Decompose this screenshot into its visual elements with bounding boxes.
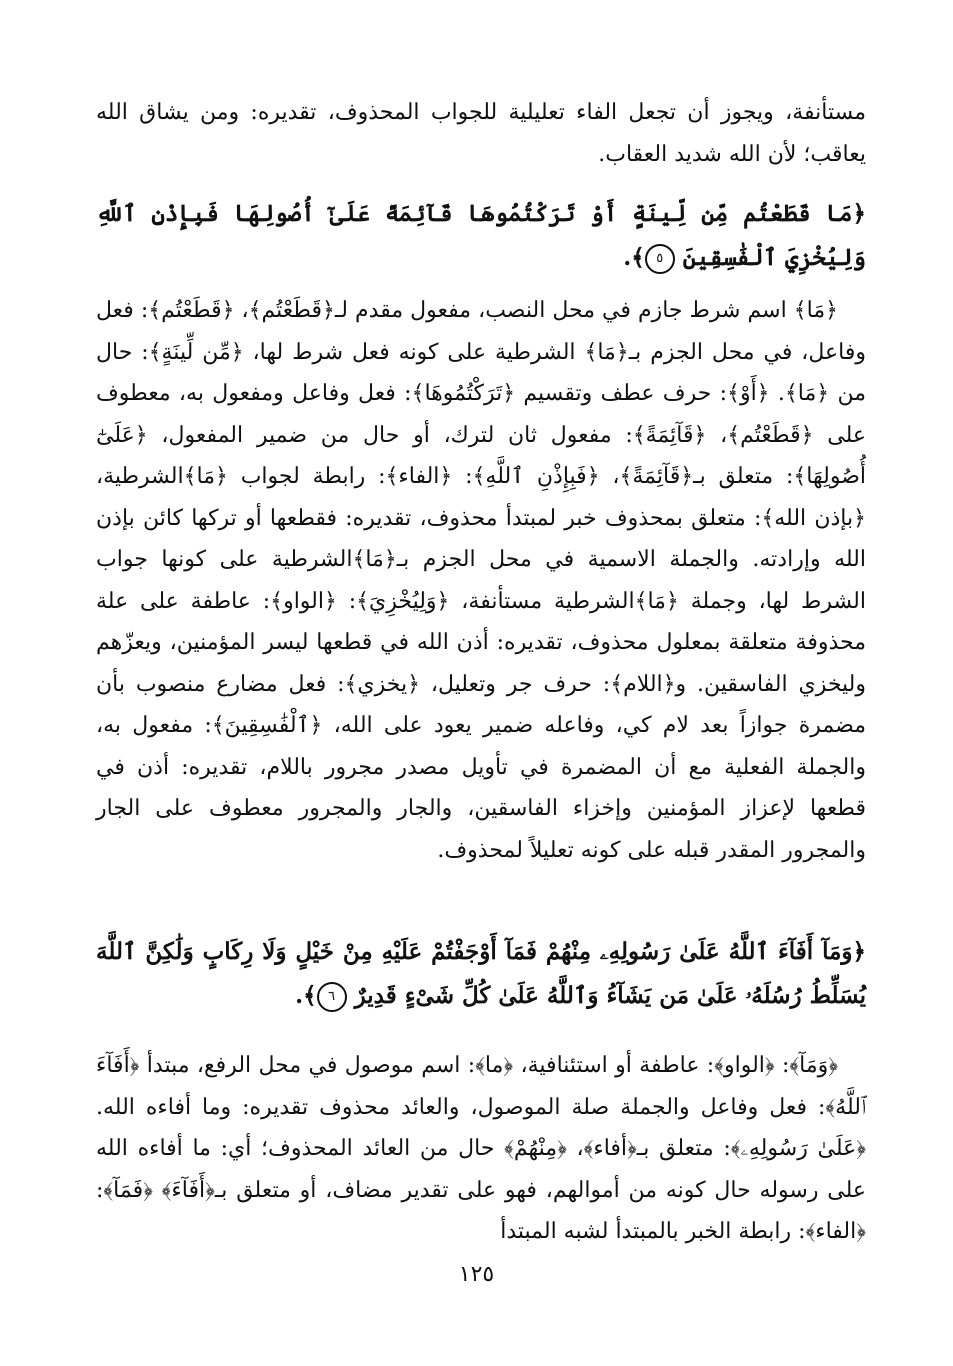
- quran-verse-6: [96, 930, 866, 1018]
- quran-verse-5: [96, 192, 866, 280]
- grammar-analysis-paragraph-2: [96, 1045, 866, 1253]
- paragraph-text: مستأنفة، ويجوز أن تجعل الفاء تعليلية للجواب المحذوف، تقديره: ومن يشاق الله يعاقب؛ لأن الله شديد العقاب.: [96, 100, 866, 167]
- verse-text: [96, 192, 866, 280]
- verse-body: ﴿مَا قَطَعْتُم مِّن لِّينَةٍ أَوْ تَرَكْتُمُوهَا قَآئِمَةً عَلَىٰٓ أُصُولِهَا فَبِإِذْنِ ٱللَّهِ وَلِيُخْزِيَ ٱلْفَٰسِقِينَ: [96, 200, 866, 271]
- verse-text: [96, 930, 866, 1018]
- verse-number-marker: ٦: [317, 982, 347, 1012]
- verse-body: ﴿وَمَآ أَفَآءَ ٱللَّهُ عَلَىٰ رَسُولِهِۦ مِنْهُمْ فَمَآ أَوْجَفْتُمْ عَلَيْهِ مِنْ خَيْلٍ وَلَا رِكَابٍ وَلَٰكِنَّ ٱللَّهَ يُسَلِّطُ رُسُلَهُۥ عَلَىٰ مَن يَشَآءُ وَٱللَّهُ عَلَىٰ كُلِّ شَىْءٍ قَدِيرٌ: [96, 938, 866, 1009]
- verse-closing: ﴾.: [295, 982, 317, 1009]
- paragraph-text: ﴿مَا﴾ اسم شرط جازم في محل النصب، مفعول مقدم لـ﴿قَطَعْتُم﴾، ﴿قَطَعْتُم﴾: فعل وفاعل، في محل الجزم بـ﴿مَا﴾ الشرطية على كونه فعل شرط لها، ﴿مِّن لِّينَةٍ﴾: حال من ﴿مَا﴾. ﴿أَوْ﴾: حرف عطف وتقسيم ﴿تَرَكْتُمُوهَا﴾: فعل وفاعل ومفعول به، معطوف على ﴿قَطَعْتُم﴾، ﴿قَآئِمَةً﴾: مفعول ثان لترك، أو حال من ضمير المفعول، ﴿عَلَىٰٓ أُصُولِهَا﴾: متعلق بـ﴿قَآئِمَةً﴾، ﴿فَبِإِذْنِ ٱللَّهِ﴾: ﴿الفاء﴾: رابطة لجواب ﴿مَا﴾الشرطية، ﴿بإذن الله﴾: متعلق بمحذوف خبر لمبتدأ محذوف، تقديره: فقطعها أو تركها كائن بإذن الله وإرادته. والجملة الاسمية في محل الجزم بـ﴿مَا﴾الشرطية على كونها جواب الشرط لها، وجملة ﴿مَا﴾الشرطية مستأنفة، ﴿وَلِيُخْزِيَ﴾: ﴿الواو﴾: عاطفة على علة محذوفة متعلقة بمعلول محذوف، تقديره: أذن الله في قطعها ليسر المؤمنين، ويعزّهم وليخزي الفاسقين. و﴿اللام﴾: حرف جر وتعليل، ﴿يخزي﴾: فعل مضارع منصوب بأن مضمرة جوازاً بعد لام كي، وفاعله ضمير يعود على الله، ﴿ٱلْفَٰسِقِينَ﴾: مفعول به، والجملة الفعلية مع أن المضمرة في تأويل مصدر مجرور باللام، تقديره: أذن في قطعها لإعزاز المؤمنين وإخزاء الفاسقين، والجار والمجرور معطوف على الجار والمجرور المقدر قبله على كونه تعليلاً لمحذوف.: [96, 298, 866, 863]
- verse-number-marker: ٥: [645, 244, 675, 274]
- verse-closing: ﴾.: [623, 244, 645, 271]
- grammar-analysis-paragraph: [96, 290, 866, 871]
- paragraph-text: ﴿وَمَآ﴾: ﴿الواو﴾: عاطفة أو استئنافية، ﴿ما﴾: اسم موصول في محل الرفع، مبتدأ ﴿أَفَآءَ ٱللَّهُ﴾: فعل وفاعل والجملة صلة الموصول، والعائد محذوف تقديره: وما أفاءه الله. ﴿عَلَىٰ رَسُولِهِۦ﴾: متعلق بـ﴿أفاء﴾، ﴿مِنْهُمْ﴾ حال من العائد المحذوف؛ أي: ما أفاءه الله على رسوله حال كونه من أموالهم، فهو على تقدير مضاف، أو متعلق بـ﴿أَفَآءَ﴾ ﴿فَمَآ﴾: ﴿الفاء﴾: رابطة الخبر بالمبتدأ لشبه المبتدأ: [96, 1053, 866, 1244]
- page-number: ١٢٥: [458, 1262, 495, 1287]
- paragraph-continuation: [96, 92, 866, 175]
